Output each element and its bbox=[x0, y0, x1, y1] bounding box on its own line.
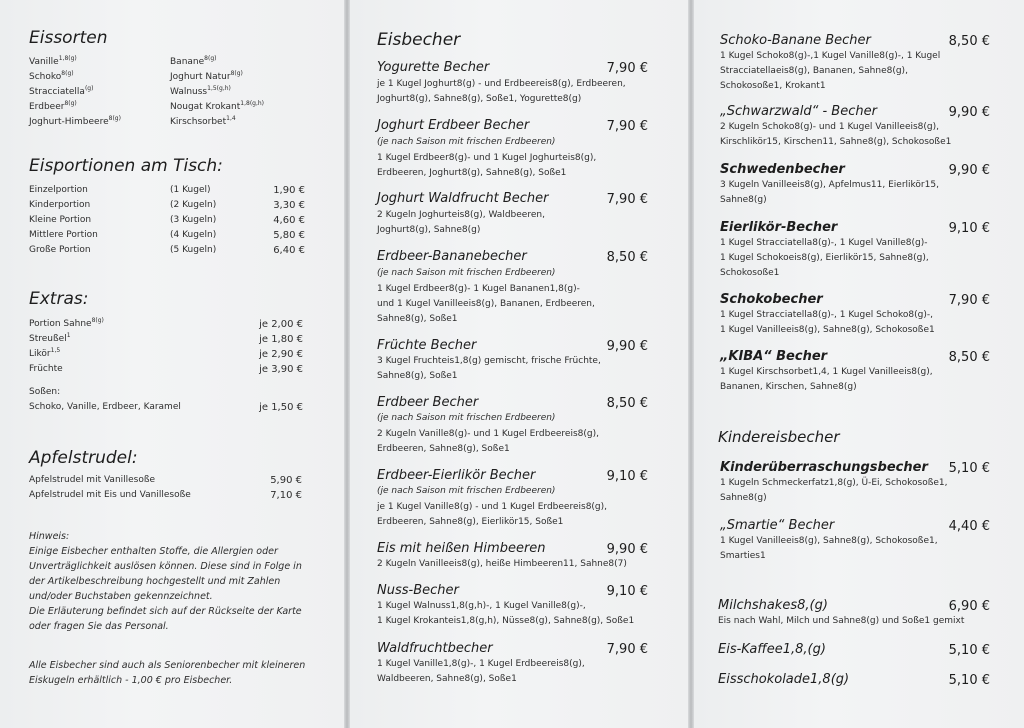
item-desc: je 1 Kugel Vanille8(g) - und 1 Kugel Erdbeereis8(g), bbox=[377, 502, 608, 512]
extra-price: je 2,90 € bbox=[259, 349, 303, 360]
flavor-item: Kirschsorbet$^{1,4}$ bbox=[170, 115, 236, 127]
item-name: Schokobecher bbox=[720, 292, 823, 307]
portion-price: 5,80 € bbox=[273, 230, 305, 241]
portionen-title: Eisportionen am Tisch: bbox=[29, 156, 223, 176]
apfelstrudel-price: 5,90 € bbox=[270, 475, 302, 486]
extra-price: je 2,00 € bbox=[259, 319, 303, 330]
flavor-item: Schoko$^{8(g)}$ bbox=[29, 70, 74, 82]
extras-title: Extras: bbox=[29, 289, 89, 309]
item-name: Früchte Becher bbox=[377, 338, 477, 353]
item-desc: 1 Kugel Walnuss1,8(g,h)-, 1 Kugel Vanille8(g)-, bbox=[377, 601, 586, 611]
item-desc: Joghurt8(g), Sahne8(g) bbox=[377, 225, 481, 235]
item-name: „KIBA“ Becher bbox=[720, 349, 828, 364]
kindereisbecher-title: Kindereisbecher bbox=[718, 428, 840, 446]
item-desc: Bananen, Kirschen, Sahne8(g) bbox=[720, 382, 857, 392]
item-desc: 1 Kugel Stracciatella8(g)-, 1 Kugel Vanille8(g)- bbox=[720, 238, 928, 248]
item-desc: Waldbeeren, Sahne8(g), Soße1 bbox=[377, 674, 517, 684]
apfelstrudel-price: 7,10 € bbox=[270, 490, 302, 501]
apfelstrudel-name: Apfelstrudel mit Vanillesoße bbox=[29, 475, 156, 485]
extra-name: Streußel$^1$ bbox=[29, 332, 71, 344]
item-price: 9,10 € bbox=[606, 469, 648, 484]
item-desc: Sahne8(g), Soße1 bbox=[377, 371, 458, 381]
item-price: 9,10 € bbox=[948, 221, 990, 236]
item-desc: je 1 Kugel Joghurt8(g) - und Erdbeereis8(g), Erdbeeren, bbox=[377, 79, 626, 89]
portion-price: 6,40 € bbox=[273, 245, 305, 256]
item-name: Nuss-Becher bbox=[377, 583, 459, 598]
item-price: 6,90 € bbox=[948, 599, 990, 614]
item-price: 7,90 € bbox=[606, 61, 648, 76]
item-name: Erdbeer Becher bbox=[377, 395, 479, 410]
extra-name: Portion Sahne$^{8(g)}$ bbox=[29, 317, 104, 329]
item-desc: 1 Kugel Vanilleeis8(g), Sahne8(g), Schokosoße1 bbox=[720, 325, 935, 335]
portion-name: Kinderportion bbox=[29, 200, 91, 210]
sossen-label: Soßen: bbox=[29, 387, 61, 397]
portion-qty: (5 Kugeln) bbox=[170, 245, 217, 255]
item-desc: Eis nach Wahl, Milch und Sahne8(g) und Soße1 gemixt bbox=[718, 616, 965, 626]
sossen-text: Schoko, Vanille, Erdbeer, Karamel bbox=[29, 402, 181, 412]
flavor-item: Joghurt-Himbeere$^{8(g)}$ bbox=[29, 115, 121, 127]
flavor-item: Banane$^{8(g)}$ bbox=[170, 55, 217, 67]
item-name: Erdbeer-Bananebecher bbox=[377, 249, 527, 264]
item-name: „Schwarzwald“ - Becher bbox=[720, 104, 877, 119]
item-desc: Joghurt8(g), Sahne8(g), Soße1, Yogurette8(g) bbox=[377, 94, 582, 104]
item-name: Joghurt Erdbeer Becher bbox=[377, 118, 530, 133]
item-desc: 1 Kugel Vanille1,8(g)-, 1 Kugel Erdbeereis8(g), bbox=[377, 659, 585, 669]
item-name: Schoko-Banane Becher bbox=[720, 33, 871, 48]
extra-name: Früchte bbox=[29, 364, 63, 374]
item-desc: 1 Kugel Stracciatella8(g)-, 1 Kugel Schoko8(g)-, bbox=[720, 310, 933, 320]
item-price: 8,50 € bbox=[606, 250, 648, 265]
item-price: 7,90 € bbox=[606, 119, 648, 134]
portion-qty: (1 Kugel) bbox=[170, 185, 211, 195]
item-desc: Erdbeeren, Sahne8(g), Soße1 bbox=[377, 444, 510, 454]
item-desc: Sahne8(g) bbox=[720, 195, 767, 205]
item-price: 7,90 € bbox=[606, 192, 648, 207]
item-name: Kinderüberraschungsbecher bbox=[720, 460, 928, 475]
item-price: 8,50 € bbox=[948, 350, 990, 365]
item-price: 9,10 € bbox=[606, 584, 648, 599]
item-desc: 1 Kugeln Schmeckerfatz1,8(g), Ü-Ei, Schokosoße1, bbox=[720, 478, 948, 488]
apfelstrudel-name: Apfelstrudel mit Eis und Vanillesoße bbox=[29, 490, 191, 500]
portion-price: 1,90 € bbox=[273, 185, 305, 196]
item-desc: Sahne8(g) bbox=[720, 493, 767, 503]
item-name: „Smartie“ Becher bbox=[720, 518, 835, 533]
item-desc: 1 Kugel Erdbeer8(g)- 1 Kugel Bananen1,8(g)- bbox=[377, 284, 580, 294]
hinweis-line: Unverträglichkeit auslösen können. Diese sind in Folge in bbox=[29, 561, 302, 572]
item-desc: 1 Kugel Krokanteis1,8(g,h), Nüsse8(g), Sahne8(g), Soße1 bbox=[377, 616, 635, 626]
item-desc: 2 Kugeln Schoko8(g)- und 1 Kugel Vanilleeis8(g), bbox=[720, 122, 940, 132]
portion-qty: (4 Kugeln) bbox=[170, 230, 217, 240]
flavor-item: Erdbeer$^{8(g)}$ bbox=[29, 100, 77, 112]
portion-qty: (2 Kugeln) bbox=[170, 200, 217, 210]
item-name: Waldfruchtbecher bbox=[377, 641, 493, 656]
item-desc: Schokosoße1 bbox=[720, 268, 780, 278]
hinweis-line: der Artikelbeschreibung hochgestellt und mit Zahlen bbox=[29, 576, 281, 587]
senioren-line: Alle Eisbecher sind auch als Seniorenbecher mit kleineren bbox=[29, 660, 306, 671]
flavor-item: Nougat Krokant$^{1,8(g,h)}$ bbox=[170, 100, 265, 112]
apfelstrudel-title: Apfelstrudel: bbox=[29, 448, 138, 468]
item-price: 7,90 € bbox=[606, 642, 648, 657]
item-desc: Stracciatellaeis8(g), Bananen, Sahne8(g), bbox=[720, 66, 908, 76]
flavor-item: Vanille$^{1,8(g)}$ bbox=[29, 55, 77, 67]
item-name: Yogurette Becher bbox=[377, 60, 490, 75]
flavor-item: Joghurt Natur$^{8(g)}$ bbox=[170, 70, 243, 82]
item-desc: 2 Kugeln Joghurteis8(g), Waldbeeren, bbox=[377, 210, 545, 220]
extra-price: je 3,90 € bbox=[259, 364, 303, 375]
extra-name: Likör$^{1,5}$ bbox=[29, 347, 61, 359]
hinweis-line: Hinweis: bbox=[29, 531, 70, 542]
extra-price: je 1,80 € bbox=[259, 334, 303, 345]
hinweis-line: Einige Eisbecher enthalten Stoffe, die Allergien oder bbox=[29, 546, 278, 557]
item-price: 4,40 € bbox=[948, 519, 990, 534]
hinweis-line: und/oder Buchstaben gekennzeichnet. bbox=[29, 591, 213, 602]
item-desc: Sahne8(g), Soße1 bbox=[377, 314, 458, 324]
item-price: 9,90 € bbox=[606, 542, 648, 557]
item-desc: 1 Kugel Vanilleeis8(g), Sahne8(g), Schokosoße1, bbox=[720, 536, 938, 546]
flavor-item: Stracciatella$^{(g)}$ bbox=[29, 85, 94, 97]
flavor-item: Walnuss$^{1,5(g,h)}$ bbox=[170, 85, 231, 97]
item-price: 7,90 € bbox=[948, 293, 990, 308]
item-note: (je nach Saison mit frischen Erdbeeren) bbox=[377, 486, 556, 496]
item-price: 9,90 € bbox=[606, 339, 648, 354]
item-name: Eierlikör-Becher bbox=[720, 220, 838, 235]
item-desc: Smarties1 bbox=[720, 551, 766, 561]
sossen-price: je 1,50 € bbox=[259, 402, 303, 413]
item-desc: Erdbeeren, Joghurt8(g), Sahne8(g), Soße1 bbox=[377, 168, 567, 178]
eisbecher-title: Eisbecher bbox=[377, 30, 461, 50]
portion-name: Große Portion bbox=[29, 245, 91, 255]
portion-price: 3,30 € bbox=[273, 200, 305, 211]
item-desc: 1 Kugel Schokoeis8(g), Eierlikör15, Sahne8(g), bbox=[720, 253, 929, 263]
item-price: 9,90 € bbox=[948, 163, 990, 178]
item-desc: 3 Kugel Fruchteis1,8(g) gemischt, frische Früchte, bbox=[377, 356, 601, 366]
portion-qty: (3 Kugeln) bbox=[170, 215, 217, 225]
item-desc: 1 Kugel Erdbeer8(g)- und 1 Kugel Joghurteis8(g), bbox=[377, 153, 597, 163]
portion-price: 4,60 € bbox=[273, 215, 305, 226]
portion-name: Einzelportion bbox=[29, 185, 88, 195]
item-desc: Erdbeeren, Sahne8(g), Eierlikör15, Soße1 bbox=[377, 517, 564, 527]
item-name: Eisschokolade1,8(g) bbox=[718, 672, 850, 687]
item-price: 9,90 € bbox=[948, 105, 990, 120]
eissorten-title: Eissorten bbox=[29, 28, 108, 48]
item-name: Eis mit heißen Himbeeren bbox=[377, 541, 546, 556]
item-name: Milchshakes8,(g) bbox=[718, 598, 828, 613]
item-name: Eis-Kaffee1,8,(g) bbox=[718, 642, 826, 657]
hinweis-line: Die Erläuterung befindet sich auf der Rückseite der Karte bbox=[29, 606, 302, 617]
item-note: (je nach Saison mit frischen Erdbeeren) bbox=[377, 268, 556, 278]
item-desc: 2 Kugeln Vanille8(g)- und 1 Kugel Erdbeereis8(g), bbox=[377, 429, 599, 439]
item-desc: und 1 Kugel Vanilleeis8(g), Bananen, Erdbeeren, bbox=[377, 299, 595, 309]
item-name: Joghurt Waldfrucht Becher bbox=[377, 191, 549, 206]
item-desc: Schokosoße1, Krokant1 bbox=[720, 81, 826, 91]
senioren-line: Eiskugeln erhältlich - 1,00 € pro Eisbecher. bbox=[29, 675, 233, 686]
item-desc: 1 Kugel Schoko8(g)-,1 Kugel Vanille8(g)-, 1 Kugel bbox=[720, 51, 941, 61]
portion-name: Mittlere Portion bbox=[29, 230, 98, 240]
item-price: 5,10 € bbox=[948, 673, 990, 688]
portion-name: Kleine Portion bbox=[29, 215, 92, 225]
item-price: 5,10 € bbox=[948, 461, 990, 476]
item-desc: 3 Kugeln Vanilleeis8(g), Apfelmus11, Eierlikör15, bbox=[720, 180, 939, 190]
item-desc: 1 Kugel Kirschsorbet1,4, 1 Kugel Vanilleeis8(g), bbox=[720, 367, 933, 377]
item-desc: 2 Kugeln Vanilleeis8(g), heiße Himbeeren11, Sahne8(7) bbox=[377, 559, 627, 569]
item-note: (je nach Saison mit frischen Erdbeeren) bbox=[377, 137, 556, 147]
item-price: 5,10 € bbox=[948, 643, 990, 658]
item-price: 8,50 € bbox=[606, 396, 648, 411]
item-name: Erdbeer-Eierlikör Becher bbox=[377, 468, 536, 483]
item-note: (je nach Saison mit frischen Erdbeeren) bbox=[377, 413, 556, 423]
item-price: 8,50 € bbox=[948, 34, 990, 49]
item-name: Schwedenbecher bbox=[720, 162, 845, 177]
item-desc: Kirschlikör15, Kirschen11, Sahne8(g), Schokosoße1 bbox=[720, 137, 952, 147]
hinweis-line: oder fragen Sie das Personal. bbox=[29, 621, 169, 632]
